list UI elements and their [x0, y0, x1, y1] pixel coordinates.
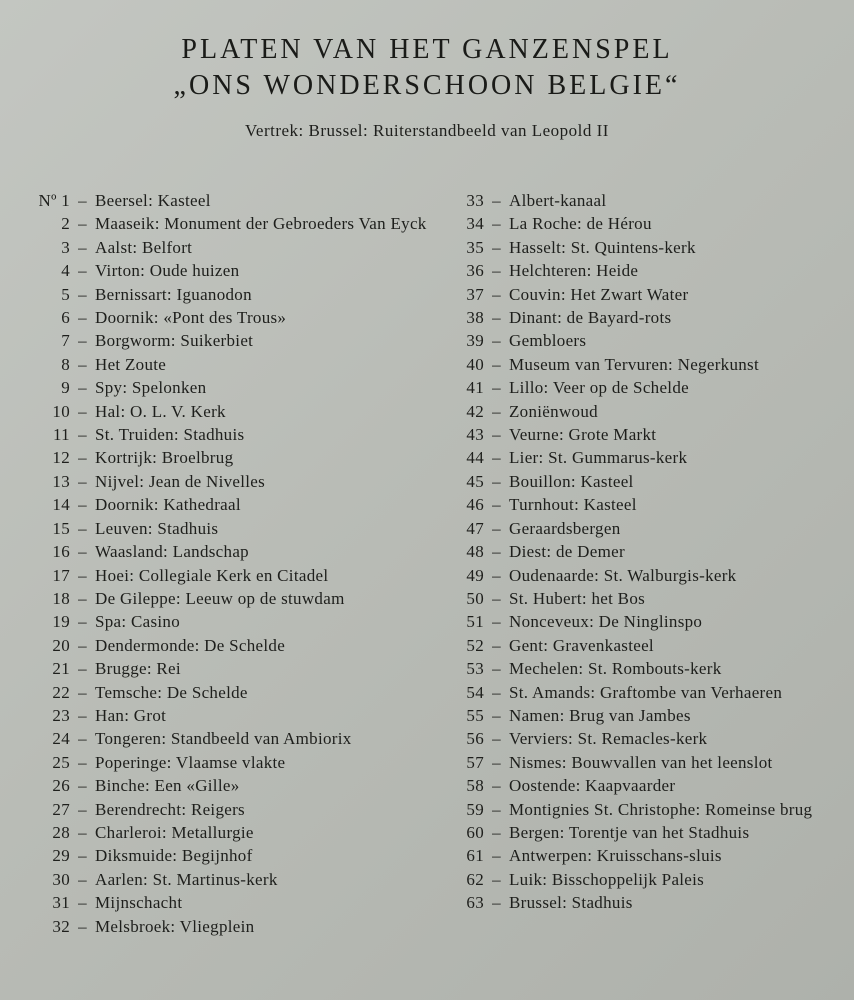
item-dash: – [492, 401, 501, 421]
item-text: Diksmuide: Begijnhof [95, 846, 253, 866]
item-number: 45 [466, 471, 484, 491]
item-dash: – [78, 846, 87, 866]
list-item [28, 517, 438, 540]
item-dash: – [492, 659, 501, 679]
item-number: 49 [466, 565, 484, 585]
item-number: 58 [466, 776, 484, 796]
item-number: 47 [466, 518, 484, 538]
list-item [458, 446, 838, 469]
list-item [28, 587, 438, 610]
item-number: 54 [466, 682, 484, 702]
item-number: 57 [466, 752, 484, 772]
item-text: Het Zoute [95, 354, 167, 374]
item-number: 50 [466, 588, 484, 608]
list-item [28, 446, 438, 469]
item-text: Aalst: Belfort [95, 237, 193, 257]
item-text: Dinant: de Bayard-rots [509, 308, 672, 328]
item-dash: – [492, 729, 501, 749]
item-number: 3 [61, 237, 70, 257]
item-text: Aarlen: St. Martinus-kerk [95, 869, 278, 889]
list-item [28, 774, 438, 797]
item-text: Lillo: Veer op de Schelde [509, 378, 689, 398]
item-number: 51 [466, 612, 484, 632]
list-item [28, 704, 438, 727]
item-number: Nº 1 [38, 191, 70, 210]
list-item [458, 727, 838, 750]
list-item [28, 634, 438, 657]
item-number: 21 [52, 659, 70, 679]
item-dash: – [492, 799, 501, 819]
item-dash: – [492, 308, 501, 328]
item-dash: – [492, 682, 501, 702]
item-dash: – [78, 518, 87, 538]
item-dash: – [492, 588, 501, 608]
item-text: Bouillon: Kasteel [509, 471, 634, 491]
list-item [458, 423, 838, 446]
item-number: 29 [52, 846, 70, 866]
item-dash: – [78, 916, 87, 936]
item-dash: – [78, 588, 87, 608]
item-text: Poperinge: Vlaamse vlakte [95, 752, 286, 772]
item-dash: – [492, 752, 501, 772]
item-dash: – [78, 565, 87, 585]
item-number: 42 [466, 401, 484, 421]
list-item [28, 212, 438, 235]
list-item [458, 329, 838, 352]
item-number: 36 [466, 261, 484, 281]
list-item [28, 751, 438, 774]
list-item [458, 821, 838, 844]
item-dash: – [78, 542, 87, 562]
item-text: Han: Grot [95, 705, 167, 725]
list-item [28, 915, 438, 938]
item-number: 12 [52, 448, 70, 468]
list-item [458, 891, 838, 914]
list-item [458, 540, 838, 563]
item-dash: – [78, 822, 87, 842]
list-item [458, 212, 838, 235]
item-number: 28 [52, 822, 70, 842]
item-number: 15 [52, 518, 70, 538]
item-text: Diest: de Demer [509, 542, 625, 562]
list-item [458, 564, 838, 587]
item-dash: – [78, 308, 87, 328]
item-dash: – [492, 635, 501, 655]
item-text: Veurne: Grote Markt [509, 425, 657, 445]
item-number: 35 [466, 237, 484, 257]
item-dash: – [78, 284, 87, 304]
item-text: St. Hubert: het Bos [509, 588, 646, 608]
item-dash: – [492, 237, 501, 257]
item-number: 61 [466, 846, 484, 866]
item-dash: – [492, 214, 501, 234]
item-text: Couvin: Het Zwart Water [509, 284, 689, 304]
item-text: Bergen: Torentje van het Stadhuis [509, 822, 750, 842]
item-text: Mechelen: St. Rombouts-kerk [509, 659, 722, 679]
list-item [458, 353, 838, 376]
item-dash: – [78, 682, 87, 702]
item-text: Verviers: St. Remacles-kerk [509, 729, 708, 749]
title-line-2: „ONS WONDERSCHOON BELGIE“ [173, 70, 681, 101]
item-text: Gent: Gravenkasteel [509, 635, 654, 655]
item-number: 7 [61, 331, 70, 351]
list-item [458, 400, 838, 423]
item-number: 11 [53, 425, 70, 445]
left-column-list [28, 189, 438, 938]
item-text: Borgworm: Suikerbiet [95, 331, 254, 351]
list-item [28, 353, 438, 376]
list-item [458, 774, 838, 797]
item-text: Mijnschacht [95, 893, 183, 913]
list-item [458, 681, 838, 704]
item-text: Gembloers [509, 331, 587, 351]
list-item [28, 470, 438, 493]
list-item [28, 540, 438, 563]
list-item [458, 189, 838, 212]
item-dash: – [78, 729, 87, 749]
item-dash: – [492, 846, 501, 866]
list-item [28, 891, 438, 914]
item-number: 20 [52, 635, 70, 655]
item-text: Hasselt: St. Quintens-kerk [509, 237, 696, 257]
list-item [458, 657, 838, 680]
item-dash: – [492, 705, 501, 725]
item-number: 43 [466, 425, 484, 445]
item-dash: – [492, 495, 501, 515]
item-dash: – [492, 448, 501, 468]
list-item [458, 236, 838, 259]
item-text: Melsbroek: Vliegplein [95, 916, 255, 936]
list-item [28, 657, 438, 680]
item-dash: – [78, 191, 87, 210]
item-dash: – [492, 261, 501, 281]
item-text: Nijvel: Jean de Nivelles [95, 471, 266, 491]
item-text: Albert-kanaal [509, 191, 607, 210]
item-number: 62 [466, 869, 484, 889]
item-text: St. Truiden: Stadhuis [95, 425, 245, 445]
item-number: 44 [466, 448, 484, 468]
item-text: Zoniënwoud [509, 401, 598, 421]
item-text: Museum van Tervuren: Negerkunst [509, 354, 759, 374]
item-dash: – [78, 799, 87, 819]
item-text: Doornik: Kathedraal [95, 495, 241, 515]
right-column-list [458, 189, 838, 915]
item-number: 2 [61, 214, 70, 234]
list-item [28, 821, 438, 844]
item-number: 40 [466, 354, 484, 374]
list-item [458, 868, 838, 891]
item-text: Binche: Een «Gille» [95, 776, 240, 796]
item-text: Brussel: Stadhuis [509, 893, 633, 913]
item-number: 56 [466, 729, 484, 749]
item-dash: – [492, 425, 501, 445]
item-number: 23 [52, 705, 70, 725]
list-item [28, 189, 438, 212]
list-item [28, 259, 438, 282]
item-text: Tongeren: Standbeeld van Ambiorix [95, 729, 352, 749]
list-item [28, 329, 438, 352]
item-number: 32 [52, 916, 70, 936]
list-item [458, 306, 838, 329]
item-number: 34 [466, 214, 484, 234]
item-text: Turnhout: Kasteel [509, 495, 637, 515]
list-item [28, 236, 438, 259]
item-dash: – [78, 331, 87, 351]
item-dash: – [78, 214, 87, 234]
item-text: Helchteren: Heide [509, 261, 639, 281]
item-text: Doornik: «Pont des Trous» [95, 308, 287, 328]
list-item [28, 493, 438, 516]
item-number: 53 [466, 659, 484, 679]
item-number: 17 [52, 565, 70, 585]
item-dash: – [492, 822, 501, 842]
item-number: 55 [466, 705, 484, 725]
item-number: 8 [61, 354, 70, 374]
item-dash: – [78, 893, 87, 913]
item-number: 31 [52, 893, 70, 913]
list-item [458, 493, 838, 516]
list-item [458, 259, 838, 282]
item-text: Antwerpen: Kruisschans-sluis [509, 846, 722, 866]
item-dash: – [78, 635, 87, 655]
item-text: Luik: Bisschoppelijk Paleis [509, 869, 705, 889]
item-text: Waasland: Landschap [95, 542, 249, 562]
item-dash: – [78, 354, 87, 374]
item-text: Geraardsbergen [509, 518, 621, 538]
item-text: Hoei: Collegiale Kerk en Citadel [95, 565, 329, 585]
item-number: 16 [52, 542, 70, 562]
list-item [458, 751, 838, 774]
list-item [28, 681, 438, 704]
item-number: 10 [52, 401, 70, 421]
item-number: 63 [466, 893, 484, 913]
item-text: Oostende: Kaapvaarder [509, 776, 676, 796]
item-text: Montignies St. Christophe: Romeinse brug [509, 799, 813, 819]
list-item [28, 306, 438, 329]
item-number: 38 [466, 308, 484, 328]
item-number: 5 [61, 284, 70, 304]
item-number: 19 [52, 612, 70, 632]
title-line-1: PLATEN VAN HET GANZENSPEL [181, 34, 673, 65]
item-dash: – [78, 261, 87, 281]
item-dash: – [78, 752, 87, 772]
list-item [28, 798, 438, 821]
item-number: 22 [52, 682, 70, 702]
item-text: De Gileppe: Leeuw op de stuwdam [95, 588, 345, 608]
item-number: 46 [466, 495, 484, 515]
item-number: 24 [52, 729, 70, 749]
item-dash: – [78, 659, 87, 679]
item-number: 27 [52, 799, 70, 819]
item-dash: – [78, 425, 87, 445]
item-dash: – [492, 542, 501, 562]
list-item [28, 376, 438, 399]
item-text: Beersel: Kasteel [95, 191, 211, 210]
item-dash: – [78, 237, 87, 257]
list-item [28, 400, 438, 423]
item-number: 41 [466, 378, 484, 398]
item-number: 4 [61, 261, 70, 281]
list-item [458, 798, 838, 821]
item-text: Kortrijk: Broelbrug [95, 448, 234, 468]
item-dash: – [492, 612, 501, 632]
item-number: 52 [466, 635, 484, 655]
item-dash: – [492, 378, 501, 398]
list-item [458, 844, 838, 867]
list-item [28, 727, 438, 750]
item-text: La Roche: de Hérou [509, 214, 652, 234]
item-text: Virton: Oude huizen [95, 261, 240, 281]
item-number: 18 [52, 588, 70, 608]
item-text: Temsche: De Schelde [95, 682, 248, 702]
item-dash: – [492, 191, 501, 210]
item-number: 30 [52, 869, 70, 889]
item-text: Namen: Brug van Jambes [509, 705, 691, 725]
list-item [458, 704, 838, 727]
item-text: St. Amands: Graftombe van Verhaeren [509, 682, 783, 702]
item-dash: – [78, 776, 87, 796]
item-dash: – [492, 518, 501, 538]
list-item [458, 517, 838, 540]
item-number: 13 [52, 471, 70, 491]
list-item [28, 283, 438, 306]
item-text: Leuven: Stadhuis [95, 518, 219, 538]
item-dash: – [492, 354, 501, 374]
item-text: Berendrecht: Reigers [95, 799, 245, 819]
item-text: Spa: Casino [95, 612, 180, 632]
item-dash: – [78, 495, 87, 515]
list-item [458, 376, 838, 399]
item-number: 26 [52, 776, 70, 796]
item-dash: – [492, 331, 501, 351]
item-dash: – [492, 893, 501, 913]
item-number: 48 [466, 542, 484, 562]
list-item [458, 283, 838, 306]
item-text: Charleroi: Metallurgie [95, 822, 254, 842]
item-number: 6 [61, 308, 70, 328]
list-item [458, 587, 838, 610]
item-number: 37 [466, 284, 484, 304]
item-dash: – [78, 401, 87, 421]
item-number: 9 [61, 378, 70, 398]
item-dash: – [492, 869, 501, 889]
list-item [28, 564, 438, 587]
item-text: Nismes: Bouwvallen van het leenslot [509, 752, 773, 772]
item-text: Lier: St. Gummarus-kerk [509, 448, 688, 468]
list-item [458, 634, 838, 657]
item-dash: – [78, 471, 87, 491]
item-number: 59 [466, 799, 484, 819]
list-item [28, 844, 438, 867]
item-text: Bernissart: Iguanodon [95, 284, 252, 304]
item-dash: – [492, 776, 501, 796]
item-text: Hal: O. L. V. Kerk [95, 401, 226, 421]
list-item [28, 610, 438, 633]
item-text: Dendermonde: De Schelde [95, 635, 286, 655]
list-item [28, 868, 438, 891]
list-item [28, 423, 438, 446]
item-number: 14 [52, 495, 70, 515]
item-number: 25 [52, 752, 70, 772]
item-number: 60 [466, 822, 484, 842]
item-dash: – [492, 565, 501, 585]
item-dash: – [492, 284, 501, 304]
item-number: 33 [466, 191, 484, 210]
item-text: Maaseik: Monument der Gebroeders Van Eyck [95, 214, 427, 234]
item-text: Spy: Spelonken [95, 378, 207, 398]
item-dash: – [78, 612, 87, 632]
item-text: Oudenaarde: St. Walburgis-kerk [509, 565, 737, 585]
item-number: 39 [466, 331, 484, 351]
list-item [458, 610, 838, 633]
item-text: Brugge: Rei [95, 659, 181, 679]
item-dash: – [78, 378, 87, 398]
subtitle: Vertrek: Brussel: Ruiterstandbeeld van Leopold II [245, 121, 609, 140]
item-dash: – [492, 471, 501, 491]
list-item [458, 470, 838, 493]
item-dash: – [78, 869, 87, 889]
item-dash: – [78, 705, 87, 725]
item-dash: – [78, 448, 87, 468]
item-text: Nonceveux: De Ninglinspo [509, 612, 703, 632]
